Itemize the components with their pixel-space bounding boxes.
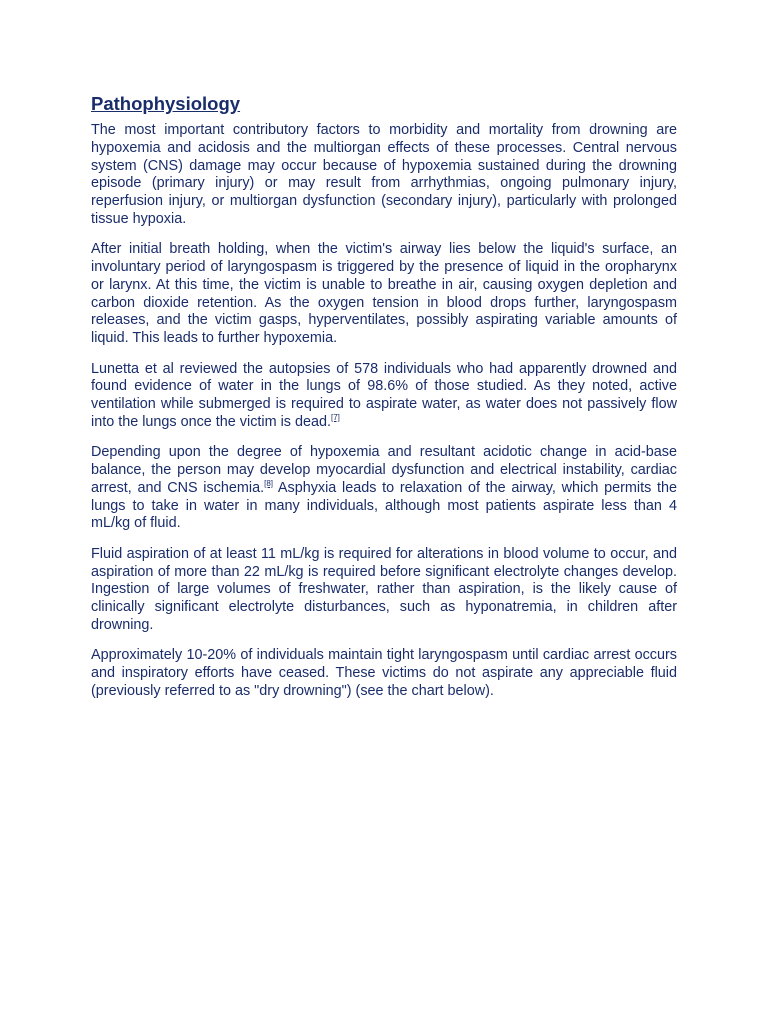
paragraph-2: After initial breath holding, when the victim's airway lies below the liquid's surface, an involuntary period of laryngospasm is triggered by the presence of liquid in the oropharynx or larynx. At this time, the victim is unable to breathe in air, causing oxygen depletion and carbon dioxide retention. As the oxygen tension in blood drops further, laryngospasm releases, and the victim gasps, hyperventilates, possibly aspirating variable amounts of liquid. This leads to further hypoxemia.	[91, 241, 677, 347]
paragraph-3-text: Lunetta et al reviewed the autopsies of 578 individuals who had apparently drowned and found evidence of water in the lungs of 98.6% of those studied. As they noted, active ventilation while submerged is required to aspirate water, as water does not passively flow into the lungs once the victim is dead.	[91, 360, 677, 430]
paragraph-3	[91, 361, 677, 432]
section-heading: Pathophysiology	[91, 93, 241, 114]
paragraph-4-text-a: Depending upon the degree of hypoxemia and resultant acidotic change in acid-base balance, the person may develop myocardial dysfunction and electrical instability, cardiac arrest, and CNS ischemia.	[91, 444, 677, 496]
paragraph-4	[91, 444, 677, 533]
paragraph-5: Fluid aspiration of at least 11 mL/kg is required for alterations in blood volume to occur, and aspiration of more than 22 mL/kg is required before significant electrolyte changes develop. Ingestion of large volumes of freshwater, rather than aspiration, is the likely cause of clinically significant electrolyte disturbances, such as hyponatremia, in children after drowning.	[91, 545, 677, 633]
paragraph-1: The most important contributory factors to morbidity and mortality from drowning are hypoxemia and acidosis and the multiorgan effects of these processes. Central nervous system (CNS) damage may occur because of hypoxemia sustained during the drowning episode (primary injury) or may result from arrhythmias, ongoing pulmonary injury, reperfusion injury, or multiorgan dysfunction (secondary injury), particularly with prolonged tissue hypoxia.	[91, 122, 677, 227]
paragraph-4-text-b: Asphyxia leads to relaxation of the airway, which permits the lungs to take in water in many individuals, although most patients aspirate less than 4 mL/kg of fluid.	[91, 479, 678, 532]
paragraph-6: Approximately 10-20% of individuals maintain tight laryngospasm until cardiac arrest occurs and inspiratory efforts have ceased. These victims do not aspirate any appreciable fluid (previously referred to as "dry drowning") (see the chart below).	[91, 647, 677, 699]
reference-link-7[interactable]: [7]	[330, 413, 340, 423]
document-page	[91, 92, 677, 713]
reference-link-8[interactable]: [8]	[264, 479, 273, 489]
